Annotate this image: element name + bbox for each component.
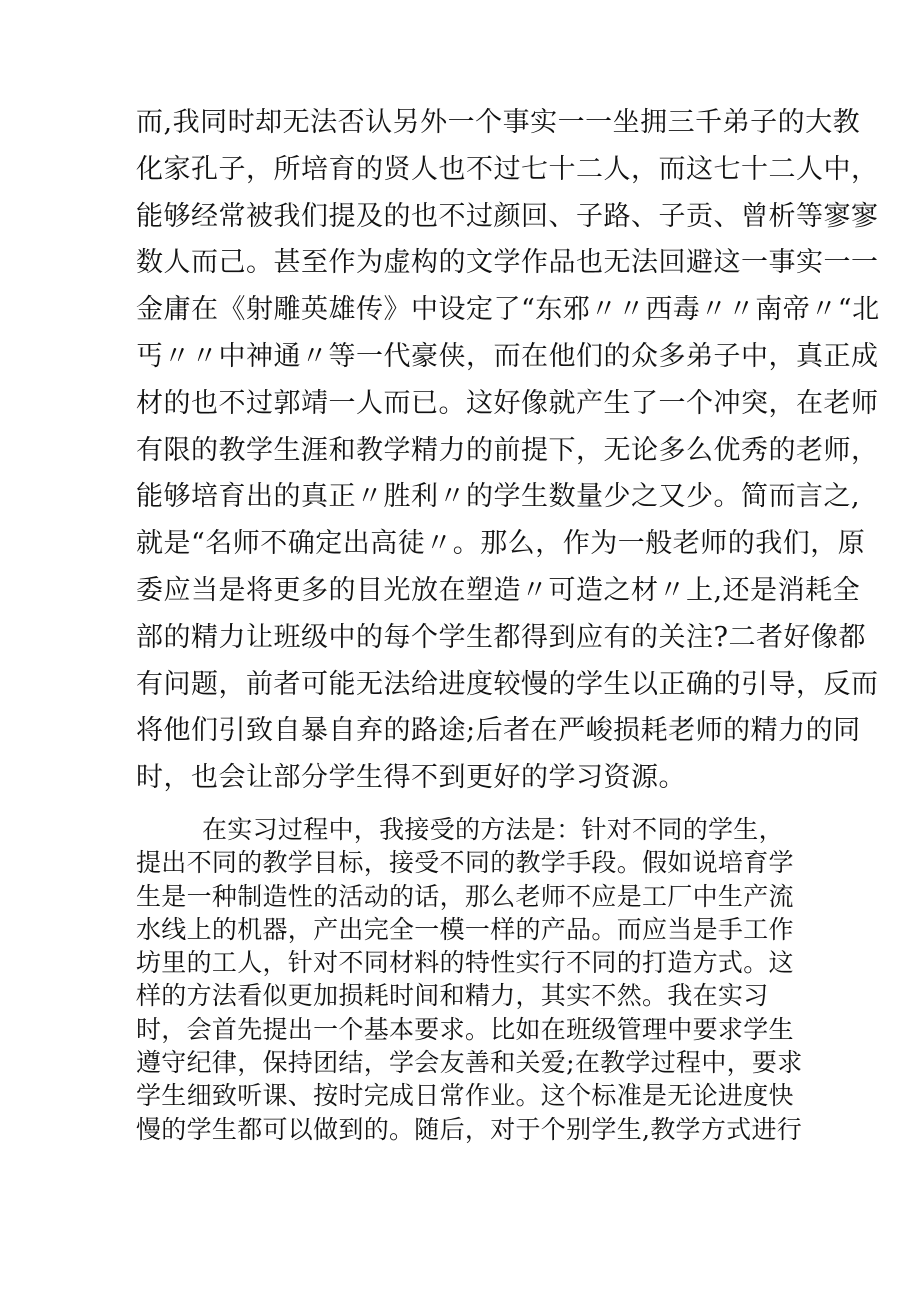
paragraph-2 — [136, 813, 803, 1146]
paragraph-1 — [136, 100, 880, 802]
text-line: 坊里的工人，针对不同材料的特性实行不同的打造方式。这 — [136, 948, 794, 978]
text-line: 时，也会让部分学生得不到更好的学习资源。 — [136, 762, 686, 794]
text-line: 提出不同的教学目标，接受不同的教学手段。假如说培育学 — [136, 848, 794, 878]
text-line: 能够培育出的真正〃胜利〃的学生数量少之又少。简而言之, — [136, 481, 861, 513]
text-line: 水线上的机器，产出完全一模一样的产品。而应当是手工作 — [136, 914, 794, 944]
text-line: 慢的学生都可以做到的。随后，对于个别学生,教学方式进行 — [136, 1114, 803, 1144]
text-line: 金庸在《射雕英雄传》中设定了“东邪〃〃西毒〃〃南帝〃“北 — [136, 294, 880, 326]
text-line: 丐〃〃中神通〃等一代豪侠，而在他们的众多弟子中，真正成 — [136, 340, 879, 372]
text-line: 就是“名师不确定出高徒〃。那么，作为一般老师的我们，原 — [136, 528, 866, 560]
text-line: 时，会首先提出一个基本要求。比如在班级管理中要求学生 — [136, 1014, 794, 1044]
text-line: 将他们引致自暴自弃的路途;后者在严峻损耗老师的精力的同 — [136, 715, 861, 747]
text-line: 化家孔子，所培育的贤人也不过七十二人，而这七十二人中， — [136, 153, 879, 185]
text-line: 材的也不过郭靖一人而已。这好像就产生了一个冲突，在老师 — [136, 387, 879, 419]
text-line: 有限的教学生涯和教学精力的前提下，无论多么优秀的老师， — [136, 434, 879, 466]
text-line: 遵守纪律，保持团结，学会友善和关爱;在教学过程中，要求 — [136, 1048, 803, 1078]
text-line: 数人而己。甚至作为虚构的文学作品也无法回避这一事实一一 — [136, 247, 879, 279]
text-line: 学生细致听课、按时完成日常作业。这个标准是无论进度快 — [136, 1081, 794, 1111]
text-line: 能够经常被我们提及的也不过颜回、子路、子贡、曾析等寥寥 — [136, 200, 879, 232]
text-line: 有问题，前者可能无法给进度较慢的学生以正确的引导，反而 — [136, 668, 879, 700]
text-line: 而,我同时却无法否认另外一个事实一一坐拥三千弟子的大教 — [136, 107, 861, 138]
text-line: 样的方法看似更加损耗时间和精力，其实不然。我在实习 — [136, 981, 769, 1011]
text-line: 部的精力让班级中的每个学生都得到应有的关注?二者好像都 — [136, 621, 866, 653]
text-line: 生是一种制造性的活动的话，那么老师不应是工厂中生产流 — [136, 881, 794, 911]
text-line: 委应当是将更多的目光放在塑造〃可造之材〃上,还是消耗全 — [136, 574, 861, 606]
text-line: 在实习过程中，我接受的方法是：针对不同的学生， — [202, 815, 784, 844]
